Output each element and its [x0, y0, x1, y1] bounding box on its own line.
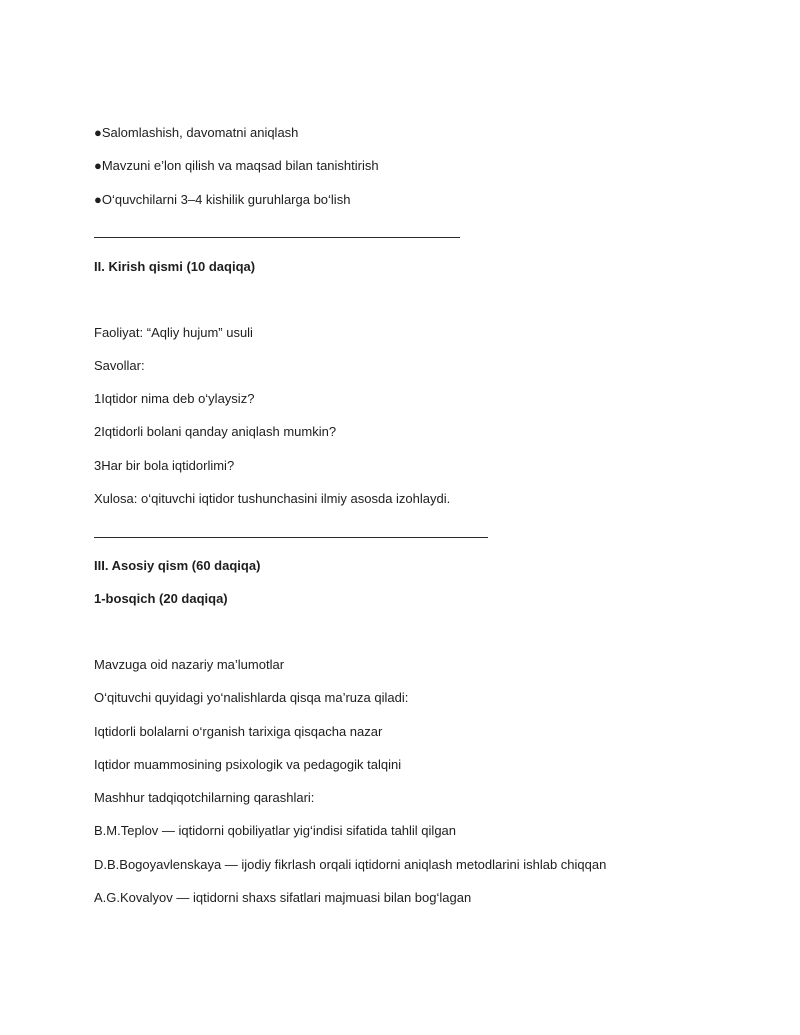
- paragraph-line: O‘qituvchi quyidagi yo‘nalishlarda qisqa ma’ruza qiladi:: [94, 690, 409, 705]
- section-divider: [94, 537, 488, 538]
- stage-heading: 1-bosqich (20 daqiqa): [94, 591, 228, 606]
- bullet-announce-topic: ●Mavzuni e’lon qilish va maqsad bilan tanishtirish: [94, 158, 379, 173]
- researcher-item: B.M.Teplov — iqtidorni qobiliyatlar yig‘indisi sifatida tahlil qilgan: [94, 823, 457, 838]
- questions-label: Savollar:: [94, 358, 145, 373]
- section-divider: [94, 237, 460, 238]
- question-item: 2Iqtidorli bolani qanday aniqlash mumkin?: [94, 424, 337, 439]
- question-item: 1Iqtidor nima deb o‘ylaysiz?: [94, 391, 255, 406]
- paragraph-line: Iqtidorli bolalarni o‘rganish tarixiga qisqacha nazar: [94, 724, 383, 739]
- bullet-group-division: ●O‘quvchilarni 3–4 kishilik guruhlarga bo‘lish: [94, 192, 351, 207]
- section-heading-introduction: II. Kirish qismi (10 daqiqa): [94, 259, 256, 274]
- paragraph-line: Mavzuga oid nazariy ma’lumotlar: [94, 657, 285, 672]
- paragraph-line: Mashhur tadqiqotchilarning qarashlari:: [94, 790, 315, 805]
- conclusion-line: Xulosa: o‘qituvchi iqtidor tushunchasini ilmiy asosda izohlaydi.: [94, 491, 451, 506]
- section-heading-main: III. Asosiy qism (60 daqiqa): [94, 558, 261, 573]
- bullet-greeting: ●Salomlashish, davomatni aniqlash: [94, 125, 299, 140]
- question-item: 3Har bir bola iqtidorlimi?: [94, 458, 235, 473]
- paragraph-line: Iqtidor muammosining psixologik va pedagogik talqini: [94, 757, 402, 772]
- activity-line: Faoliyat: “Aqliy hujum” usuli: [94, 325, 253, 340]
- researcher-item: D.B.Bogoyavlenskaya — ijodiy fikrlash orqali iqtidorni aniqlash metodlarini ishlab chiqqan: [94, 857, 607, 872]
- researcher-item: A.G.Kovalyov — iqtidorni shaxs sifatlari majmuasi bilan bog‘lagan: [94, 890, 472, 905]
